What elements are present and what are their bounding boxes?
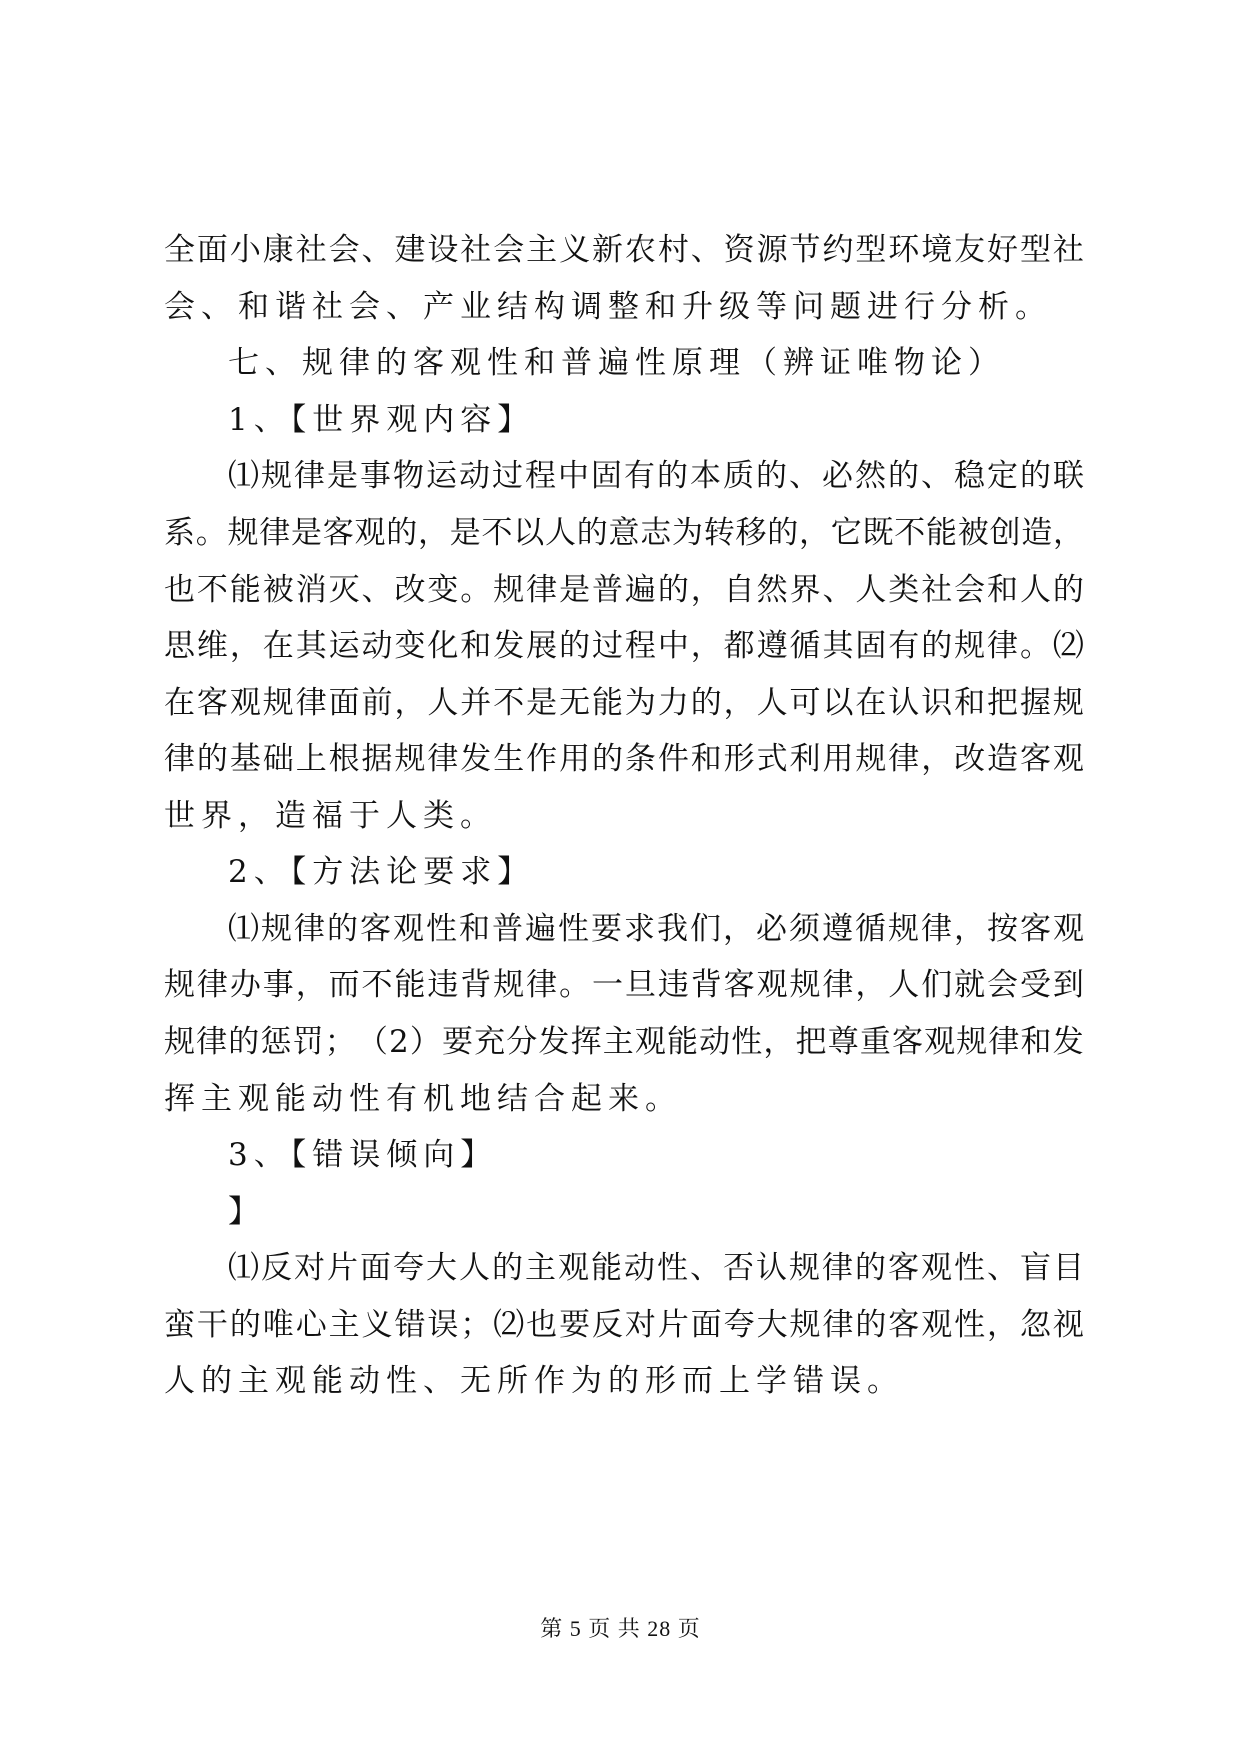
text-line: 人的主观能动性、无所作为的形而上学错误。 xyxy=(164,1363,904,1399)
text-line: 系 。 规 律 是 客 观 的 ， 是 不 以 人 的 意 志 为 转 移 的 ， 它 既 不 能 被 创 造 ， xyxy=(164,515,1084,551)
text-line: 世界，造福于人类。 xyxy=(164,798,497,834)
subsection-heading: 1、【世界观内容】 xyxy=(228,402,535,438)
text-line: 也 不 能 被 消 灭 、 改 变 。 规 律 是 普 遍 的 ， 自 然 界 、 人 类 社 会 和 人 的 xyxy=(164,572,1084,608)
text-line: 思 维 ， 在 其 运 动 变 化 和 发 展 的 过 程 中 ， 都 遵 循 其 固 有 的 规 律 。 ⑵ xyxy=(164,628,1084,664)
text-line: 律 的 基 础 上 根 据 规 律 发 生 作 用 的 条 件 和 形 式 利 用 规 律 ， 改 造 客 观 xyxy=(164,741,1084,777)
stray-bracket: 】 xyxy=(228,1194,265,1230)
subsection-heading: 2、【方法论要求】 xyxy=(228,854,535,890)
section-heading: 七、规律的客观性和普遍性原理（辨证唯物论） xyxy=(228,345,1005,381)
text-line: 在 客 观 规 律 面 前 ， 人 并 不 是 无 能 为 力 的 ， 人 可 以 在 认 识 和 把 握 规 xyxy=(164,685,1084,721)
text-line: ⑴ 规 律 是 事 物 运 动 过 程 中 固 有 的 本 质 的 、 必 然 的 、 稳 定 的 联 xyxy=(228,458,1084,494)
text-line: ⑴ 规 律 的 客 观 性 和 普 遍 性 要 求 我 们 ， 必 须 遵 循 规 律 ， 按 客 观 xyxy=(228,911,1084,947)
text-line: 规 律 的 惩 罚 ； （ 2 ） 要 充 分 发 挥 主 观 能 动 性 ， 把 尊 重 客 观 规 律 和 发 xyxy=(164,1024,1084,1060)
text-line: ⑴ 反 对 片 面 夸 大 人 的 主 观 能 动 性 、 否 认 规 律 的 客 观 性 、 盲 目 xyxy=(228,1250,1084,1286)
text-line: 挥主观能动性有机地结合起来。 xyxy=(164,1081,682,1117)
text-line: 蛮 干 的 唯 心 主 义 错 误 ； ⑵ 也 要 反 对 片 面 夸 大 规 律 的 客 观 性 ， 忽 视 xyxy=(164,1307,1084,1343)
page-number-footer: 第 5 页 共 28 页 xyxy=(540,1616,701,1641)
subsection-heading: 3、【错误倾向】 xyxy=(228,1137,498,1173)
text-line: 全 面 小 康 社 会 、 建 设 社 会 主 义 新 农 村 、 资 源 节 约 型 环 境 友 好 型 社 xyxy=(164,232,1084,268)
text-line: 规 律 办 事 ， 而 不 能 违 背 规 律 。 一 旦 违 背 客 观 规 律 ， 人 们 就 会 受 到 xyxy=(164,967,1084,1003)
text-line: 会、和谐社会、产业结构调整和升级等问题进行分析。 xyxy=(164,289,1052,325)
